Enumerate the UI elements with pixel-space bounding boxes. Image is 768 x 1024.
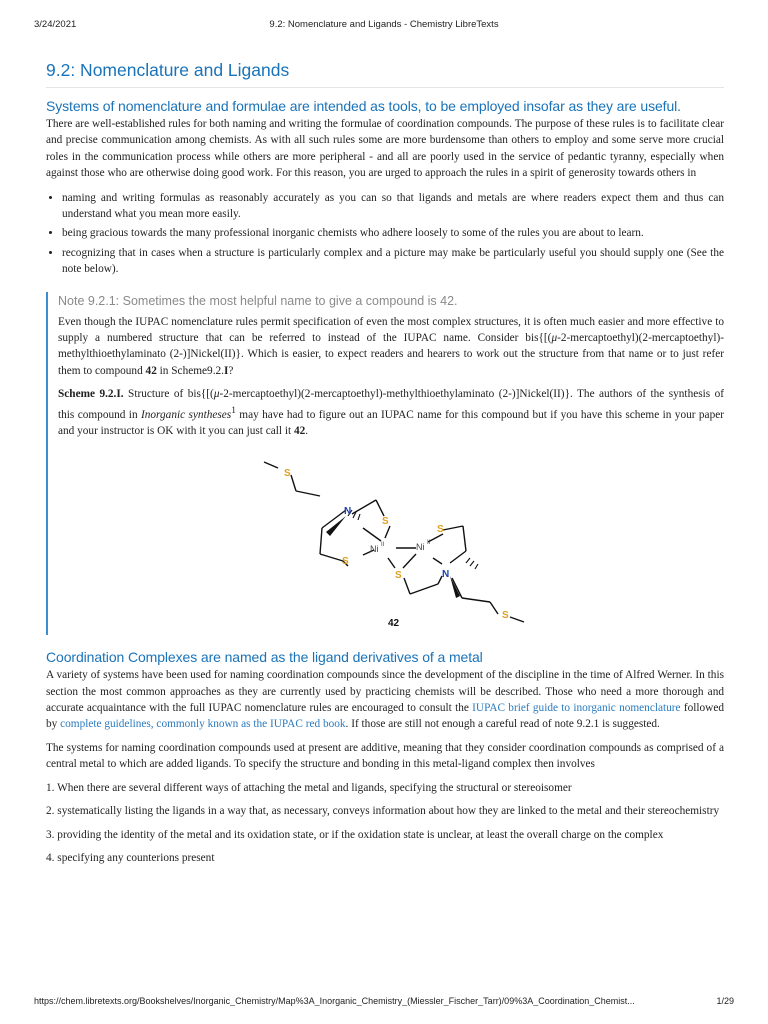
guideline-list xyxy=(46,190,724,278)
sulfur-atom: S xyxy=(342,556,349,568)
page-title: 9.2: Nomenclature and Ligands xyxy=(46,60,724,88)
footnote-ref: 1 xyxy=(231,405,236,416)
intro-paragraph: There are well-established rules for both naming and writing the formulae of coordination compounds. The purpose of these rules is to facilitate clear and precise communication among chemists. As with all such rules some are more burdensome than others to employ and some serve more crucial roles in the communication process while others are more peripheral - and all are poorly used in the service of pedantic tyranny, especially when against those who are otherwise doing good work. For this reason, you are urged to approach the rules in a spirit of generosity towards others in xyxy=(46,118,724,180)
compound-ref: 42 xyxy=(145,364,157,377)
article-content xyxy=(46,60,724,873)
list-item: 4. specifying any counterions present xyxy=(46,851,215,864)
list-item: 3. providing the identity of the metal and its oxidation state, or if the oxidation state is unclear, at least the overall charge on the complex xyxy=(46,828,664,841)
list-item: 2. systematically listing the ligands in a way that, as necessary, conveys information about how they are linked to the metal and their stereochemistry xyxy=(46,805,720,818)
iupac-brief-guide-link[interactable]: IUPAC brief guide to inorganic nomenclature xyxy=(472,702,681,715)
compound-number-label: 42 xyxy=(388,618,400,630)
werner-paragraph: A variety of systems have been used for naming coordination compounds since the development of the discipline in the time of Alfred Werner. In this section the most common approaches as they are currently used by practicing chemists will be described. Those who need a more thorough and accurate acquaintance with the full IUPAC nomenclature rules are encouraged to consult the IUPAC brief guide to inorganic nomenclature followed by complete guidelines, commonly known as the IUPAC red book. If those are still not enough a careful read of note 9.2.1 is suggested. xyxy=(46,669,724,731)
print-header xyxy=(34,19,734,33)
note-title: Note 9.2.1: Sometimes the most helpful name to give a compound is 42. xyxy=(58,293,458,308)
print-page-title: 9.2: Nomenclature and Ligands - Chemistry LibreTexts xyxy=(269,19,499,30)
sulfur-atom: S xyxy=(284,468,291,480)
nitrogen-atom: N xyxy=(442,569,450,581)
scheme-caption: Scheme 9.2.I. Structure of bis{[(μ-2-mercaptoethyl)(2-mercaptoethyl)-methylthioethylaminato (2-)]Nickel(II)}. The authors of the synthesis of this compound in Inorganic syntheses$^1$ may have had to figure out an IUPAC name for this compound but if you have this scheme in your paper and your instructor is OK with it you can just call it 42. xyxy=(58,388,724,437)
print-footer xyxy=(34,996,734,1010)
nickel-oxidation-state: II xyxy=(381,542,385,549)
nickel-oxidation-state: II xyxy=(427,540,431,547)
sulfur-atom: S xyxy=(502,610,509,622)
page-number: 1/29 xyxy=(716,996,734,1006)
sulfur-atom: S xyxy=(382,516,389,528)
journal-title: Inorganic syntheses xyxy=(140,408,232,421)
nickel-atom: Ni xyxy=(370,544,379,555)
section-subtitle: Systems of nomenclature and formulae are intended as tools, to be employed insofar as they are useful. xyxy=(46,98,681,114)
list-item: • recognizing that in cases when a structure is particularly complex and a picture may make be particularly useful you should supply one (See the note below). xyxy=(62,245,724,278)
list-item: • being gracious towards the many professional inorganic chemists who adhere loosely to some of the rules you are about to learn. xyxy=(62,225,724,241)
note-paragraph: Even though the IUPAC nomenclature rules permit specification of even the most complex structures, it is often much easier and more effective to supply a numbered structure that can be referred to instead of the IUPAC name. Consider bis{[(μ-2-mercaptoethyl)(2-mercaptoethyl)-methylthioethylaminato (2-)]Nickel(II)}. Which is easier, to expect readers and hearers to work out the structure from that name or to just refer them to compound 42 in Scheme9.2.I? xyxy=(58,315,724,377)
nickel-atom: Ni xyxy=(416,542,425,553)
list-item: • naming and writing formulas as reasonably accurately as you can so that ligands and metals are where readers expect them and thus can understand what you mean more easily. xyxy=(62,190,724,223)
compound-42-structure xyxy=(58,446,724,631)
sulfur-atom: S xyxy=(437,524,444,536)
nitrogen-atom: N xyxy=(344,506,352,518)
naming-steps xyxy=(46,780,724,867)
additive-paragraph: The systems for naming coordination compounds used at present are additive, meaning that they consider coordination compounds as comprised of a central metal to which are added ligands. To specify the structure and bonding in this metal-ligand complex then involves xyxy=(46,741,724,771)
section-heading: Coordination Complexes are named as the ligand derivatives of a metal xyxy=(46,649,483,666)
note-box xyxy=(46,292,724,636)
iupac-red-book-link[interactable]: complete guidelines, commonly known as the IUPAC red book xyxy=(60,718,346,731)
sulfur-atom: S xyxy=(395,570,402,582)
page-url: https://chem.libretexts.org/Bookshelves/Inorganic_Chemistry/Map%3A_Inorganic_Chemistry_(Miessler_Fischer_Tarr)/09%3A_Coordination_Chemist... xyxy=(34,996,635,1006)
list-item: 1. When there are several different ways of attaching the metal and ligands, specifying the structural or stereoisomer xyxy=(46,781,572,794)
print-date: 3/24/2021 xyxy=(34,19,77,30)
scheme-label: Scheme 9.2.I. xyxy=(58,388,124,401)
structure-diagram xyxy=(58,446,718,631)
